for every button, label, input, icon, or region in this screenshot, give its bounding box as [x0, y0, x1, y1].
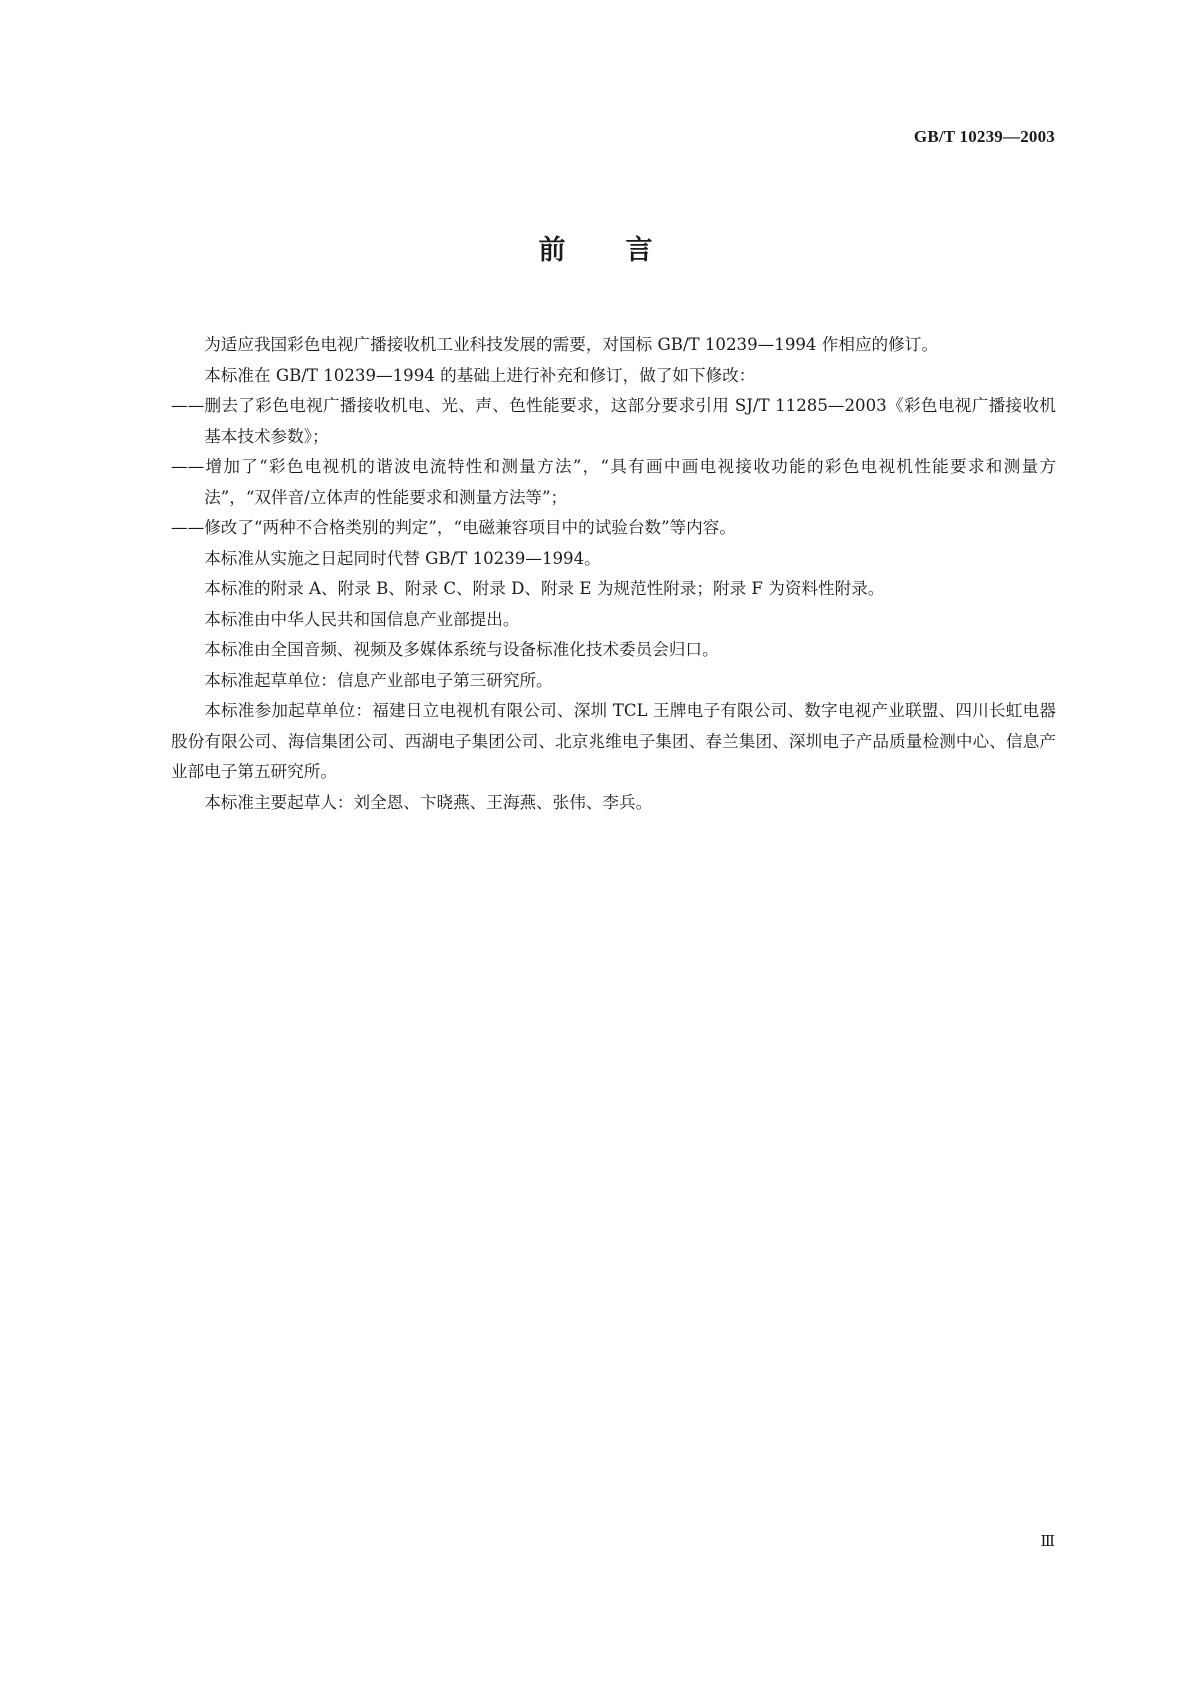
change-item-text: 修改了“两种不合格类别的判定”，“电磁兼容项目中的试验台数”等内容。 — [204, 518, 736, 537]
dash-marker: —— — [171, 457, 205, 476]
statement-paragraph: 本标准主要起草人：刘全恩、卞晓燕、王海燕、张伟、李兵。 — [204, 792, 653, 812]
standard-code-header: GB/T 10239—2003 — [913, 127, 1055, 146]
change-item-text: 删去了彩色电视广播接收机电、光、声、色性能要求，这部分要求引用 SJ/T 11285—2003《彩色电视广播接收机基本技术参数》； — [204, 396, 1056, 446]
change-item-text: 增加了“彩色电视机的谐波电流特性和测量方法”，“具有画中画电视接收功能的彩色电视机性能要求和测量方法”，“双伴音/立体声的性能要求和测量方法等”； — [204, 457, 1056, 507]
change-item — [171, 391, 1056, 452]
statement-paragraph: 本标准由中华人民共和国信息产业部提出。 — [204, 609, 520, 629]
statement-paragraph: 本标准从实施之日起同时代替 GB/T 10239—1994。 — [204, 548, 601, 568]
foreword-body — [171, 330, 1056, 818]
statement-paragraph: 本标准起草单位：信息产业部电子第三研究所。 — [204, 670, 553, 690]
change-item — [171, 513, 1056, 544]
dash-marker: —— — [171, 518, 205, 537]
dash-marker: —— — [171, 396, 205, 415]
page-title: 前言 — [538, 235, 713, 266]
statement-paragraph: 本标准参加起草单位：福建日立电视机有限公司、深圳 TCL 王牌电子有限公司、数字电视产业联盟、四川长虹电器股份有限公司、海信集团公司、西湖电子集团公司、北京兆维电子集团、春兰集团、深圳电子产品质量检测中心、信息产业部电子第五研究所。 — [171, 701, 1056, 781]
statement-paragraph: 本标准由全国音频、视频及多媒体系统与设备标准化技术委员会归口。 — [204, 640, 719, 659]
intro-paragraph: 本标准在 GB/T 10239—1994 的基础上进行补充和修订，做了如下修改： — [204, 365, 756, 385]
intro-paragraph: 为适应我国彩色电视广播接收机工业科技发展的需要，对国标 GB/T 10239—1994 作相应的修订。 — [204, 335, 938, 354]
statement-paragraph: 本标准的附录 A、附录 B、附录 C、附录 D、附录 E 为规范性附录；附录 F 为资料性附录。 — [204, 579, 885, 598]
change-item — [171, 452, 1056, 513]
page-number: Ⅲ — [1040, 1534, 1055, 1550]
